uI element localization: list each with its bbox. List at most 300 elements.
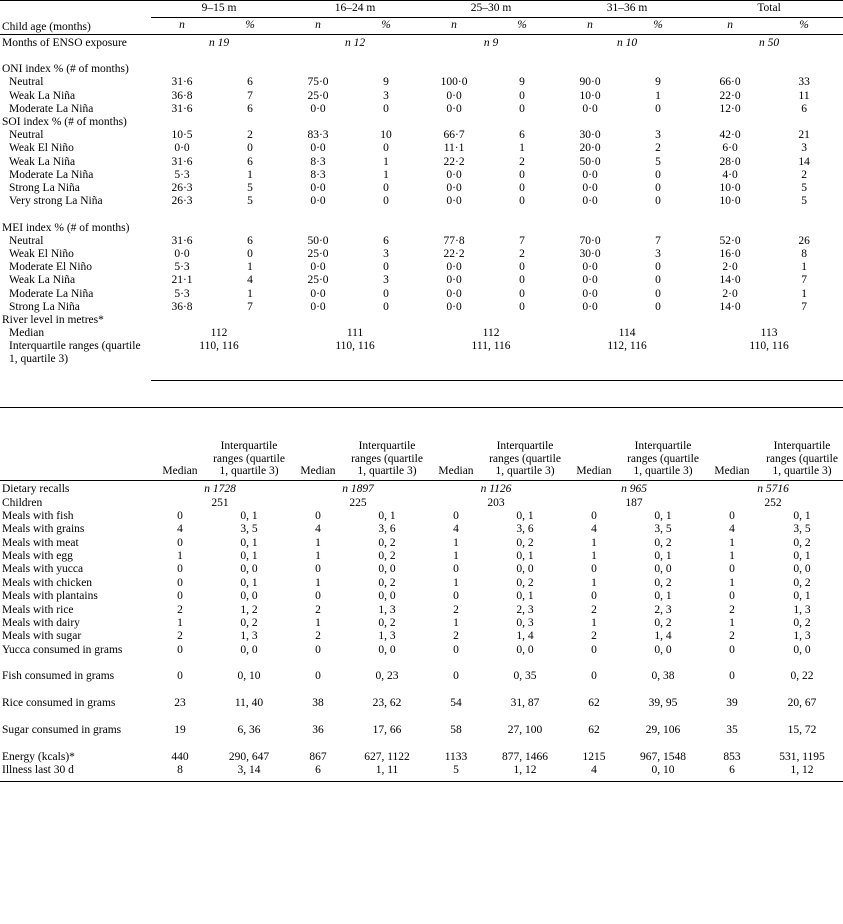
table-row: [0, 142, 843, 155]
table-row: [0, 327, 843, 340]
cell: 0: [315, 670, 321, 683]
cell: 0, 0: [240, 643, 258, 656]
cell: 11: [798, 89, 810, 102]
table-row: [0, 76, 843, 89]
cell: 1, 3: [793, 603, 811, 616]
cell: 0: [519, 300, 525, 313]
cell: 1, 12: [790, 764, 814, 777]
cell: 35: [726, 723, 738, 736]
cell: 8: [801, 247, 807, 260]
table-row: [0, 156, 843, 169]
dietary-recalls-table: [0, 407, 843, 782]
cell: 1: [801, 287, 807, 300]
cell: 1: [591, 550, 597, 563]
table-row: [0, 182, 843, 195]
cell: 42·0: [719, 129, 741, 142]
section-label-oni: ONI index % (# of months): [2, 63, 129, 76]
cell: 0·0: [446, 181, 462, 194]
cell: 0: [519, 195, 525, 208]
cell: 62: [588, 723, 600, 736]
cell: 1, 3: [378, 630, 396, 643]
cell: 0, 1: [654, 509, 672, 522]
col-pct-5: %: [765, 17, 843, 34]
cell: 70·0: [579, 234, 601, 247]
cell: 5: [655, 155, 661, 168]
cell: 4: [591, 523, 597, 536]
cell: n 1728: [204, 483, 236, 496]
cell: 2, 3: [654, 603, 672, 616]
cell: 531, 1195: [779, 750, 825, 763]
row-label-children: Children: [2, 496, 43, 509]
cell: 0·0: [310, 261, 326, 274]
cell: 0: [519, 274, 525, 287]
row-label-energy: Energy (kcals)*: [2, 750, 75, 763]
row-label-meals-rice: Meals with rice: [2, 603, 74, 616]
cell: 252: [764, 496, 782, 509]
cell: 0·0: [446, 195, 462, 208]
cell: 25·0: [307, 274, 329, 287]
cell: 7: [801, 274, 807, 287]
col-pct-1: %: [213, 17, 287, 34]
cell: 0: [729, 670, 735, 683]
table-row: [0, 536, 843, 549]
row-label-meals-meat: Meals with meat: [2, 536, 79, 549]
cell: 0, 2: [654, 576, 672, 589]
cell: 627, 1122: [364, 750, 410, 763]
col-median-1: Median: [151, 407, 209, 480]
cell: 0, 0: [240, 590, 258, 603]
cell: 15, 72: [787, 723, 817, 736]
cell: 0, 2: [516, 576, 534, 589]
cell: 50·0: [579, 155, 601, 168]
row-label-yucca-grams: Yucca consumed in grams: [2, 643, 123, 656]
cell: 1: [453, 576, 459, 589]
cell: 1: [177, 617, 183, 630]
cell: 0·0: [446, 261, 462, 274]
cell: 0, 2: [378, 536, 396, 549]
cell: 2: [729, 603, 735, 616]
col-iqr-1: Interquartile ranges (quartile 1, quartile 3): [209, 407, 289, 480]
cell: 1, 11: [375, 764, 399, 777]
cell: 14·0: [719, 274, 741, 287]
cell: 36·8: [171, 300, 193, 313]
cell: 1, 3: [793, 630, 811, 643]
cell: 0, 0: [240, 563, 258, 576]
cell: 31·6: [171, 102, 193, 115]
cell: 0·0: [446, 300, 462, 313]
col-pct-2: %: [349, 17, 423, 34]
cell: 36·8: [171, 89, 193, 102]
cell: 1, 3: [240, 630, 258, 643]
col-n-3: n: [423, 17, 485, 34]
cell: 1: [247, 168, 253, 181]
cell: 4: [729, 523, 735, 536]
group-header-9-15m: 9–15 m: [151, 1, 287, 18]
cell: 0·0: [310, 181, 326, 194]
cell: 52·0: [719, 234, 741, 247]
table2-bottom-rule: [0, 778, 843, 782]
row-label-oni-weak-la-nina: Weak La Niña: [9, 89, 76, 102]
cell: 0·0: [446, 274, 462, 287]
row-label-river-iqr: Interquartile ranges (quartile 1, quartile 3): [9, 340, 141, 365]
cell: 0, 23: [375, 670, 399, 683]
cell: 1: [315, 536, 321, 549]
cell: 1: [729, 550, 735, 563]
col-n-4: n: [559, 17, 621, 34]
cell: 4: [315, 523, 321, 536]
cell: 0, 0: [793, 643, 811, 656]
cell: 290, 647: [228, 750, 270, 763]
cell: 0, 22: [790, 670, 814, 683]
table-row: [0, 577, 843, 590]
table-row: [0, 670, 843, 683]
cell: 26·3: [171, 195, 193, 208]
cell: 0, 1: [378, 509, 396, 522]
row-label-meals-dairy: Meals with dairy: [2, 617, 80, 630]
cell: 1, 3: [378, 603, 396, 616]
col-iqr-3: Interquartile ranges (quartile 1, quartile 3): [485, 407, 565, 480]
cell: 0: [519, 261, 525, 274]
group-header-25-30m: 25–30 m: [423, 1, 559, 18]
cell: 0: [591, 590, 597, 603]
cell: 0: [519, 168, 525, 181]
cell: 9: [383, 76, 389, 89]
cell: 2: [655, 142, 661, 155]
cell: n 965: [621, 483, 647, 496]
cell: 75·0: [307, 76, 329, 89]
cell: 0: [177, 590, 183, 603]
cell: 0: [247, 247, 253, 260]
cell: 19: [174, 723, 186, 736]
cell: 0, 2: [378, 576, 396, 589]
cell: 111, 116: [471, 340, 511, 353]
cell: 4·0: [722, 168, 738, 181]
cell: 867: [309, 750, 327, 763]
cell: 0: [591, 563, 597, 576]
cell: 0: [453, 670, 459, 683]
row-label-meals-fish: Meals with fish: [2, 509, 74, 522]
cell: 3: [655, 129, 661, 142]
cell: 62: [588, 697, 600, 710]
row-label-mei-neutral: Neutral: [9, 234, 44, 247]
table1-group-header-row: [0, 1, 843, 18]
cell: 112: [210, 327, 228, 340]
row-label-meals-egg: Meals with egg: [2, 550, 73, 563]
cell: 0, 0: [378, 643, 396, 656]
cell: 1, 12: [513, 764, 537, 777]
cell-enso-n-5: n 50: [759, 36, 780, 49]
cell: 0: [519, 102, 525, 115]
cell: 112, 116: [607, 340, 647, 353]
cell: 0·0: [174, 142, 190, 155]
cell-enso-n-1: n 19: [208, 36, 230, 49]
cell: 0: [591, 670, 597, 683]
cell-enso-n-2: n 12: [344, 36, 366, 49]
cell: 6·0: [722, 142, 738, 155]
cell: 0·0: [310, 142, 326, 155]
cell: 0·0: [446, 89, 462, 102]
row-label-oni-neutral: Neutral: [9, 76, 44, 89]
cell: 0, 2: [240, 617, 258, 630]
cell: 0: [519, 89, 525, 102]
cell: 0, 0: [378, 590, 396, 603]
cell: 0: [383, 287, 389, 300]
cell: 2: [453, 603, 459, 616]
cell: 225: [349, 496, 367, 509]
cell: 1: [315, 550, 321, 563]
cell: 0: [315, 509, 321, 522]
cell: 20, 67: [787, 697, 817, 710]
row-label-meals-yucca: Meals with yucca: [2, 563, 84, 576]
cell: 0·0: [582, 261, 598, 274]
table1-body: [0, 34, 843, 380]
row-label-meals-plantains: Meals with plantains: [2, 590, 98, 603]
cell: 7: [801, 300, 807, 313]
cell: 0·0: [310, 195, 326, 208]
cell: 1, 2: [240, 603, 258, 616]
cell: 1: [729, 576, 735, 589]
col-median-2: Median: [289, 407, 347, 480]
cell: 0: [383, 102, 389, 115]
cell: 9: [655, 76, 661, 89]
cell-enso-n-3: n 9: [483, 36, 499, 49]
row-label-mei-weak-la-nina: Weak La Niña: [9, 274, 76, 287]
cell: 2: [519, 247, 525, 260]
cell: 0, 2: [654, 536, 672, 549]
cell: 113: [760, 327, 778, 340]
cell: 1: [591, 576, 597, 589]
cell: 967, 1548: [640, 750, 686, 763]
cell: 0·0: [310, 300, 326, 313]
row-label-soi-strong-la-nina: Strong La Niña: [9, 181, 80, 194]
cell: 1: [729, 536, 735, 549]
cell: 4: [591, 764, 597, 777]
row-label-meals-sugar: Meals with sugar: [2, 630, 82, 643]
row-label-mei-moderate-el-nino: Moderate El Niño: [9, 261, 93, 274]
group-header-16-24m: 16–24 m: [287, 1, 423, 18]
table-row: [0, 169, 843, 182]
row-label-meals-chicken: Meals with chicken: [2, 576, 93, 589]
cell: 1: [453, 536, 459, 549]
cell: 0·0: [582, 102, 598, 115]
col-n-5: n: [695, 17, 765, 34]
cell: 853: [723, 750, 741, 763]
cell: 0·0: [310, 102, 326, 115]
col-pct-4: %: [621, 17, 695, 34]
cell: 2: [519, 155, 525, 168]
cell: n 1126: [480, 483, 512, 496]
cell: 203: [487, 496, 505, 509]
cell: 5·3: [174, 287, 190, 300]
cell: 187: [625, 496, 643, 509]
cell: 16·0: [719, 247, 741, 260]
stub-header: Child age (months): [0, 17, 151, 34]
cell: 39: [726, 697, 738, 710]
cell: 0: [591, 643, 597, 656]
cell: 2: [177, 630, 183, 643]
cell: 3: [801, 142, 807, 155]
row-label-soi-very-strong-la-nina: Very strong La Niña: [9, 195, 103, 208]
cell: 1, 4: [654, 630, 672, 643]
table-row: [0, 510, 843, 523]
cell: 5: [801, 195, 807, 208]
cell: 29, 106: [645, 723, 681, 736]
cell: 2: [453, 630, 459, 643]
table-row: [0, 630, 843, 643]
cell: 1: [247, 261, 253, 274]
cell: 0, 2: [516, 536, 534, 549]
row-label-rice-grams: Rice consumed in grams: [2, 697, 116, 710]
cell: 6: [315, 764, 321, 777]
table-row: [0, 274, 843, 287]
cell: 0, 0: [654, 563, 672, 576]
cell: 77·8: [443, 234, 465, 247]
cell: 23: [174, 697, 186, 710]
row-label-dietary-recalls: Dietary recalls: [2, 483, 70, 496]
cell: 10·0: [579, 89, 601, 102]
cell: 0: [177, 643, 183, 656]
cell: 0: [453, 643, 459, 656]
cell: 11·1: [443, 142, 465, 155]
cell: 36: [312, 723, 324, 736]
cell: 23, 62: [372, 697, 402, 710]
cell: n 1897: [342, 483, 374, 496]
cell: 0, 2: [793, 536, 811, 549]
enso-exposure-table: [0, 0, 843, 381]
cell: 0: [729, 563, 735, 576]
cell: 33: [798, 76, 810, 89]
cell: 22·2: [443, 247, 465, 260]
cell: 1: [519, 142, 525, 155]
row-label-illness: Illness last 30 d: [2, 764, 74, 777]
cell: 0: [315, 590, 321, 603]
table-row: [0, 764, 843, 777]
cell: 0, 35: [513, 670, 537, 683]
cell: 0: [453, 563, 459, 576]
cell: 3, 6: [378, 523, 396, 536]
cell: 2: [729, 630, 735, 643]
cell: 0, 2: [378, 550, 396, 563]
col-iqr-2: Interquartile ranges (quartile 1, quartile 3): [347, 407, 427, 480]
cell: 27, 100: [507, 723, 543, 736]
table-row: [0, 261, 843, 274]
cell: 0·0: [582, 168, 598, 181]
cell: 0, 1: [516, 509, 534, 522]
row-label-enso-exposure: Months of ENSO exposure: [2, 36, 127, 49]
cell: 0: [383, 195, 389, 208]
cell: 22·0: [719, 89, 741, 102]
cell: 2: [591, 603, 597, 616]
section-label-river-level: River level in metres*: [2, 313, 104, 326]
cell: 0·0: [446, 168, 462, 181]
cell: 31·6: [171, 76, 193, 89]
cell: 0, 1: [654, 550, 672, 563]
cell: 1: [729, 617, 735, 630]
cell: 0, 3: [516, 617, 534, 630]
cell: 0: [519, 287, 525, 300]
cell: 14: [798, 155, 810, 168]
cell: 25·0: [307, 247, 329, 260]
cell: 20·0: [579, 142, 601, 155]
table-row: [0, 222, 843, 235]
table-row: [0, 496, 843, 509]
cell: 2: [177, 603, 183, 616]
cell: 0, 1: [793, 509, 811, 522]
cell: 0, 1: [793, 590, 811, 603]
cell: 7: [247, 300, 253, 313]
cell: 22·2: [443, 155, 465, 168]
cell: 0: [315, 643, 321, 656]
cell: 38: [312, 697, 324, 710]
cell-enso-n-4: n 10: [616, 36, 638, 49]
cell: 0: [729, 590, 735, 603]
cell: 1: [591, 617, 597, 630]
group-header-31-36m: 31–36 m: [559, 1, 695, 18]
cell: 110, 116: [199, 340, 239, 353]
cell: 0, 38: [651, 670, 675, 683]
cell: 14·0: [719, 300, 741, 313]
cell: 2: [315, 603, 321, 616]
cell: 6: [247, 155, 253, 168]
table-row: [0, 288, 843, 301]
cell: 0: [177, 563, 183, 576]
row-label-meals-grains: Meals with grains: [2, 523, 85, 536]
cell: 5·3: [174, 261, 190, 274]
cell: 2: [801, 168, 807, 181]
cell: 0: [453, 590, 459, 603]
cell: 440: [171, 750, 189, 763]
cell: 114: [618, 327, 636, 340]
cell: 0, 0: [516, 563, 534, 576]
cell: 0: [655, 102, 661, 115]
cell: 9: [519, 76, 525, 89]
cell: 3: [383, 274, 389, 287]
table-row: [0, 603, 843, 616]
cell: 2·0: [722, 287, 738, 300]
cell: 31·6: [171, 155, 193, 168]
cell: 3: [383, 247, 389, 260]
cell: 6: [519, 129, 525, 142]
cell: 0: [655, 195, 661, 208]
cell: 1: [383, 168, 389, 181]
cell: 6: [247, 76, 253, 89]
cell: 0, 10: [237, 670, 261, 683]
cell: 6, 36: [237, 723, 261, 736]
col-n-1: n: [151, 17, 213, 34]
cell: 8·3: [310, 155, 326, 168]
cell: 0: [655, 261, 661, 274]
cell: 83·3: [307, 129, 329, 142]
cell: 12·0: [719, 102, 741, 115]
cell: 4: [177, 523, 183, 536]
row-label-mei-weak-el-nino: Weak El Niño: [9, 247, 74, 260]
cell: 6: [247, 234, 253, 247]
table-row: [0, 248, 843, 261]
cell: 0: [519, 181, 525, 194]
cell: 5: [247, 181, 253, 194]
cell: 31·6: [171, 234, 193, 247]
cell: 0: [177, 509, 183, 522]
cell: 0·0: [446, 102, 462, 115]
cell: 5: [453, 764, 459, 777]
cell: 0·0: [582, 181, 598, 194]
cell: 3, 14: [237, 764, 261, 777]
cell: 17, 66: [372, 723, 402, 736]
cell: 0: [177, 576, 183, 589]
table-row: [0, 103, 843, 116]
table-row: [0, 195, 843, 208]
cell: 5·3: [174, 168, 190, 181]
